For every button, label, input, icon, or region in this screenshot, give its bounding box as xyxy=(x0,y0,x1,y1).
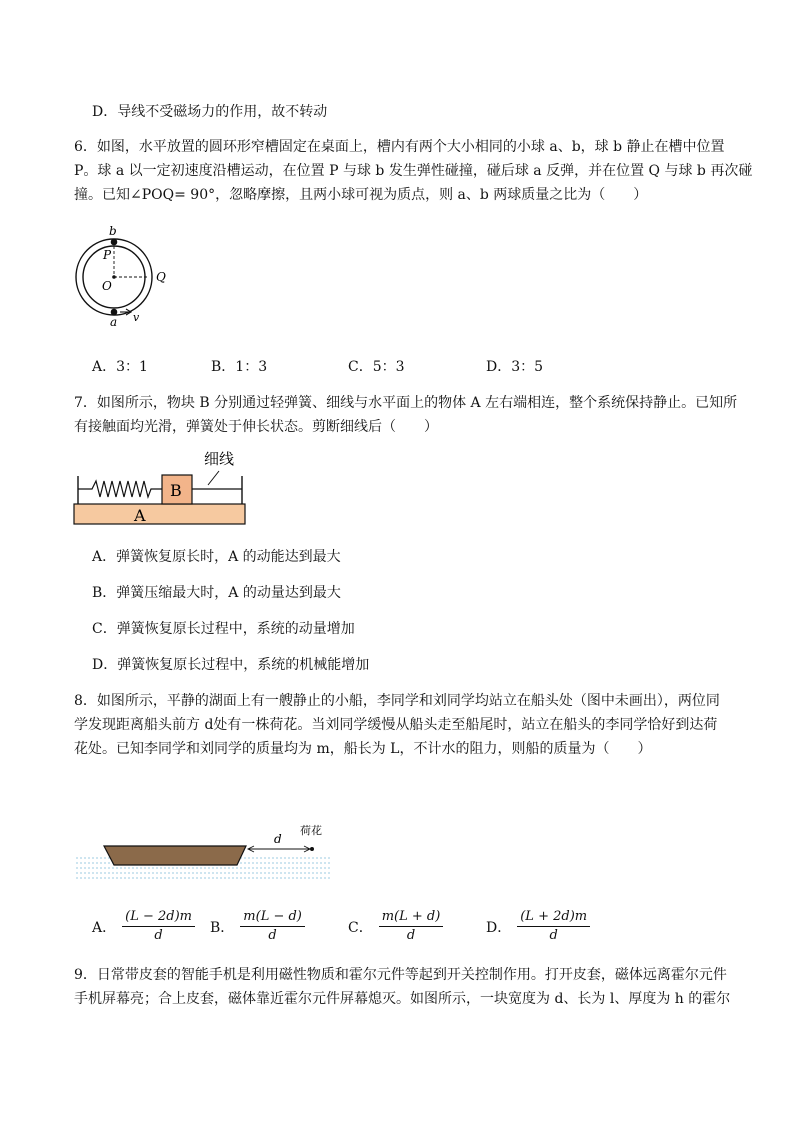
label-block-b: B xyxy=(170,481,182,500)
label-block-a: A xyxy=(134,506,146,525)
block-a xyxy=(74,504,245,524)
q7-option-d: D．弹簧恢复原长过程中，系统的机械能增加 xyxy=(92,657,370,673)
label-p: P xyxy=(103,248,112,262)
q6-text-line2: P。球 a 以一定初速度沿槽运动，在位置 P 与球 b 发生弹性碰撞，碰后球 a 反弹，并在位置 Q 与球 b 再次碰 xyxy=(74,163,753,179)
q6-ring-figure xyxy=(70,222,180,328)
q8-text-line1: 8．如图所示，平静的湖面上有一艘静止的小船，李同学和刘同学均站立在船头处（图中未画出），两位同 xyxy=(74,693,720,709)
label-lotus: 荷花 xyxy=(300,824,322,837)
label-q: Q xyxy=(156,270,166,284)
q7-spring-block-figure xyxy=(70,446,250,528)
q8-option-d: D． $\frac{(L + 2d)m}{d}$ xyxy=(486,908,590,945)
label-a: a xyxy=(110,315,118,328)
lotus-dot xyxy=(310,847,314,851)
q7-option-a: A．弹簧恢复原长时，A 的动能达到最大 xyxy=(92,549,341,565)
q9-text-line1: 9．日常带皮套的智能手机是利用磁性物质和霍尔元件等起到开关控制作用。打开皮套，磁体远离霍尔元件 xyxy=(74,967,727,983)
q7-option-b: B．弹簧压缩最大时，A 的动量达到最大 xyxy=(92,585,341,601)
q6-option-d: D．3：5 xyxy=(486,359,544,375)
prev-option-d: D．导线不受磁场力的作用，故不转动 xyxy=(92,104,328,120)
q6-options xyxy=(0,358,794,376)
label-string: 细线 xyxy=(204,450,235,468)
q6-text-line3: 撞。已知∠POQ= 90°，忽略摩擦，且两小球可视为质点，则 a、b 两球质量之比为（ ） xyxy=(74,187,648,203)
q7-text-line2: 有接触面均光滑，弹簧处于伸长状态。剪断细线后（ ） xyxy=(74,419,438,435)
spring xyxy=(78,481,162,497)
q9-text-line2: 手机屏幕亮；合上皮套，磁体靠近霍尔元件屏幕熄灭。如图所示，一块宽度为 d、长为 l、厚度为 h 的霍尔 xyxy=(74,991,731,1007)
label-o: O xyxy=(102,279,112,293)
q7-option-c: C．弹簧恢复原长过程中，系统的动量增加 xyxy=(92,621,355,637)
label-d: d xyxy=(274,832,282,846)
q8-option-a: A． $\frac{(L - 2d)m}{d}$ xyxy=(92,908,195,945)
q8-options xyxy=(0,908,794,948)
q6-option-b: B．1：3 xyxy=(211,359,268,375)
q7-text-line1: 7．如图所示，物块 B 分别通过轻弹簧、细线与水平面上的物体 A 左右端相连，整个系统保持静止。已知所 xyxy=(74,395,738,411)
q8-option-c: C． $\frac{m(L + d)}{d}$ xyxy=(348,908,443,945)
boat xyxy=(104,846,246,865)
ball-b xyxy=(111,239,118,246)
label-b: b xyxy=(109,224,117,238)
q6-text-line1: 6．如图，水平放置的圆环形窄槽固定在桌面上，槽内有两个大小相同的小球 a、b，球 b 静止在槽中位置 xyxy=(74,139,725,155)
q6-option-a: A．3：1 xyxy=(92,359,148,375)
q8-text-line2: 学发现距离船头前方 d处有一株荷花。当刘同学缓慢从船头走至船尾时，站立在船头的李同学恰好到达荷 xyxy=(74,717,718,733)
q8-text-line3: 花处。已知李同学和刘同学的质量均为 m，船长为 L，不计水的阻力，则船的质量为（ ） xyxy=(74,741,652,757)
q6-option-c: C．5：3 xyxy=(348,359,405,375)
label-v: v xyxy=(133,311,140,324)
q8-option-b: B． $\frac{m(L - d)}{d}$ xyxy=(210,908,305,945)
q8-boat-figure xyxy=(74,820,334,884)
